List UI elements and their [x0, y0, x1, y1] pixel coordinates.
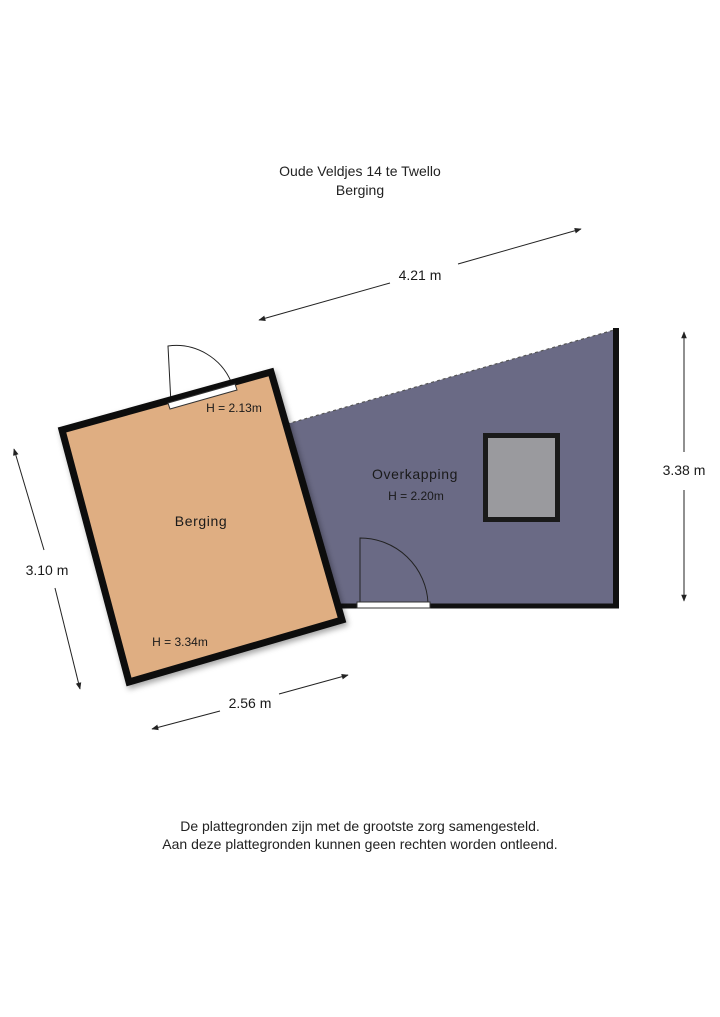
dim-bottom-line-left [152, 711, 220, 729]
skylight-glass [488, 438, 555, 517]
berging-height: H = 3.34m [152, 635, 208, 649]
dim-left-line-top [14, 449, 44, 550]
overkapping-label: Overkapping [372, 466, 458, 482]
plan-address: Oude Veldjes 14 te Twello [279, 163, 441, 179]
dim-top-label: 4.21 m [398, 267, 442, 283]
disclaimer-line-1: De plattegronden zijn met de grootste zorg samengesteld. [180, 818, 540, 834]
disclaimer-line-2: Aan deze plattegronden kunnen geen rechten worden ontleend. [162, 836, 558, 852]
dim-bottom-label: 2.56 m [228, 695, 272, 711]
berging-label: Berging [174, 513, 228, 529]
dim-left-label: 3.10 m [25, 562, 69, 578]
dim-left-line-bottom [55, 588, 80, 689]
dim-right-label: 3.38 m [662, 462, 706, 478]
overkapping-height: H = 2.20m [388, 489, 444, 503]
dim-top-line-right [458, 229, 581, 264]
overkapping-door-threshold [357, 602, 430, 608]
dim-bottom-line-right [279, 675, 348, 694]
dim-top-line-left [259, 283, 390, 320]
plan-floor-name: Berging [335, 182, 385, 198]
berging-door-height: H = 2.13m [206, 401, 262, 415]
